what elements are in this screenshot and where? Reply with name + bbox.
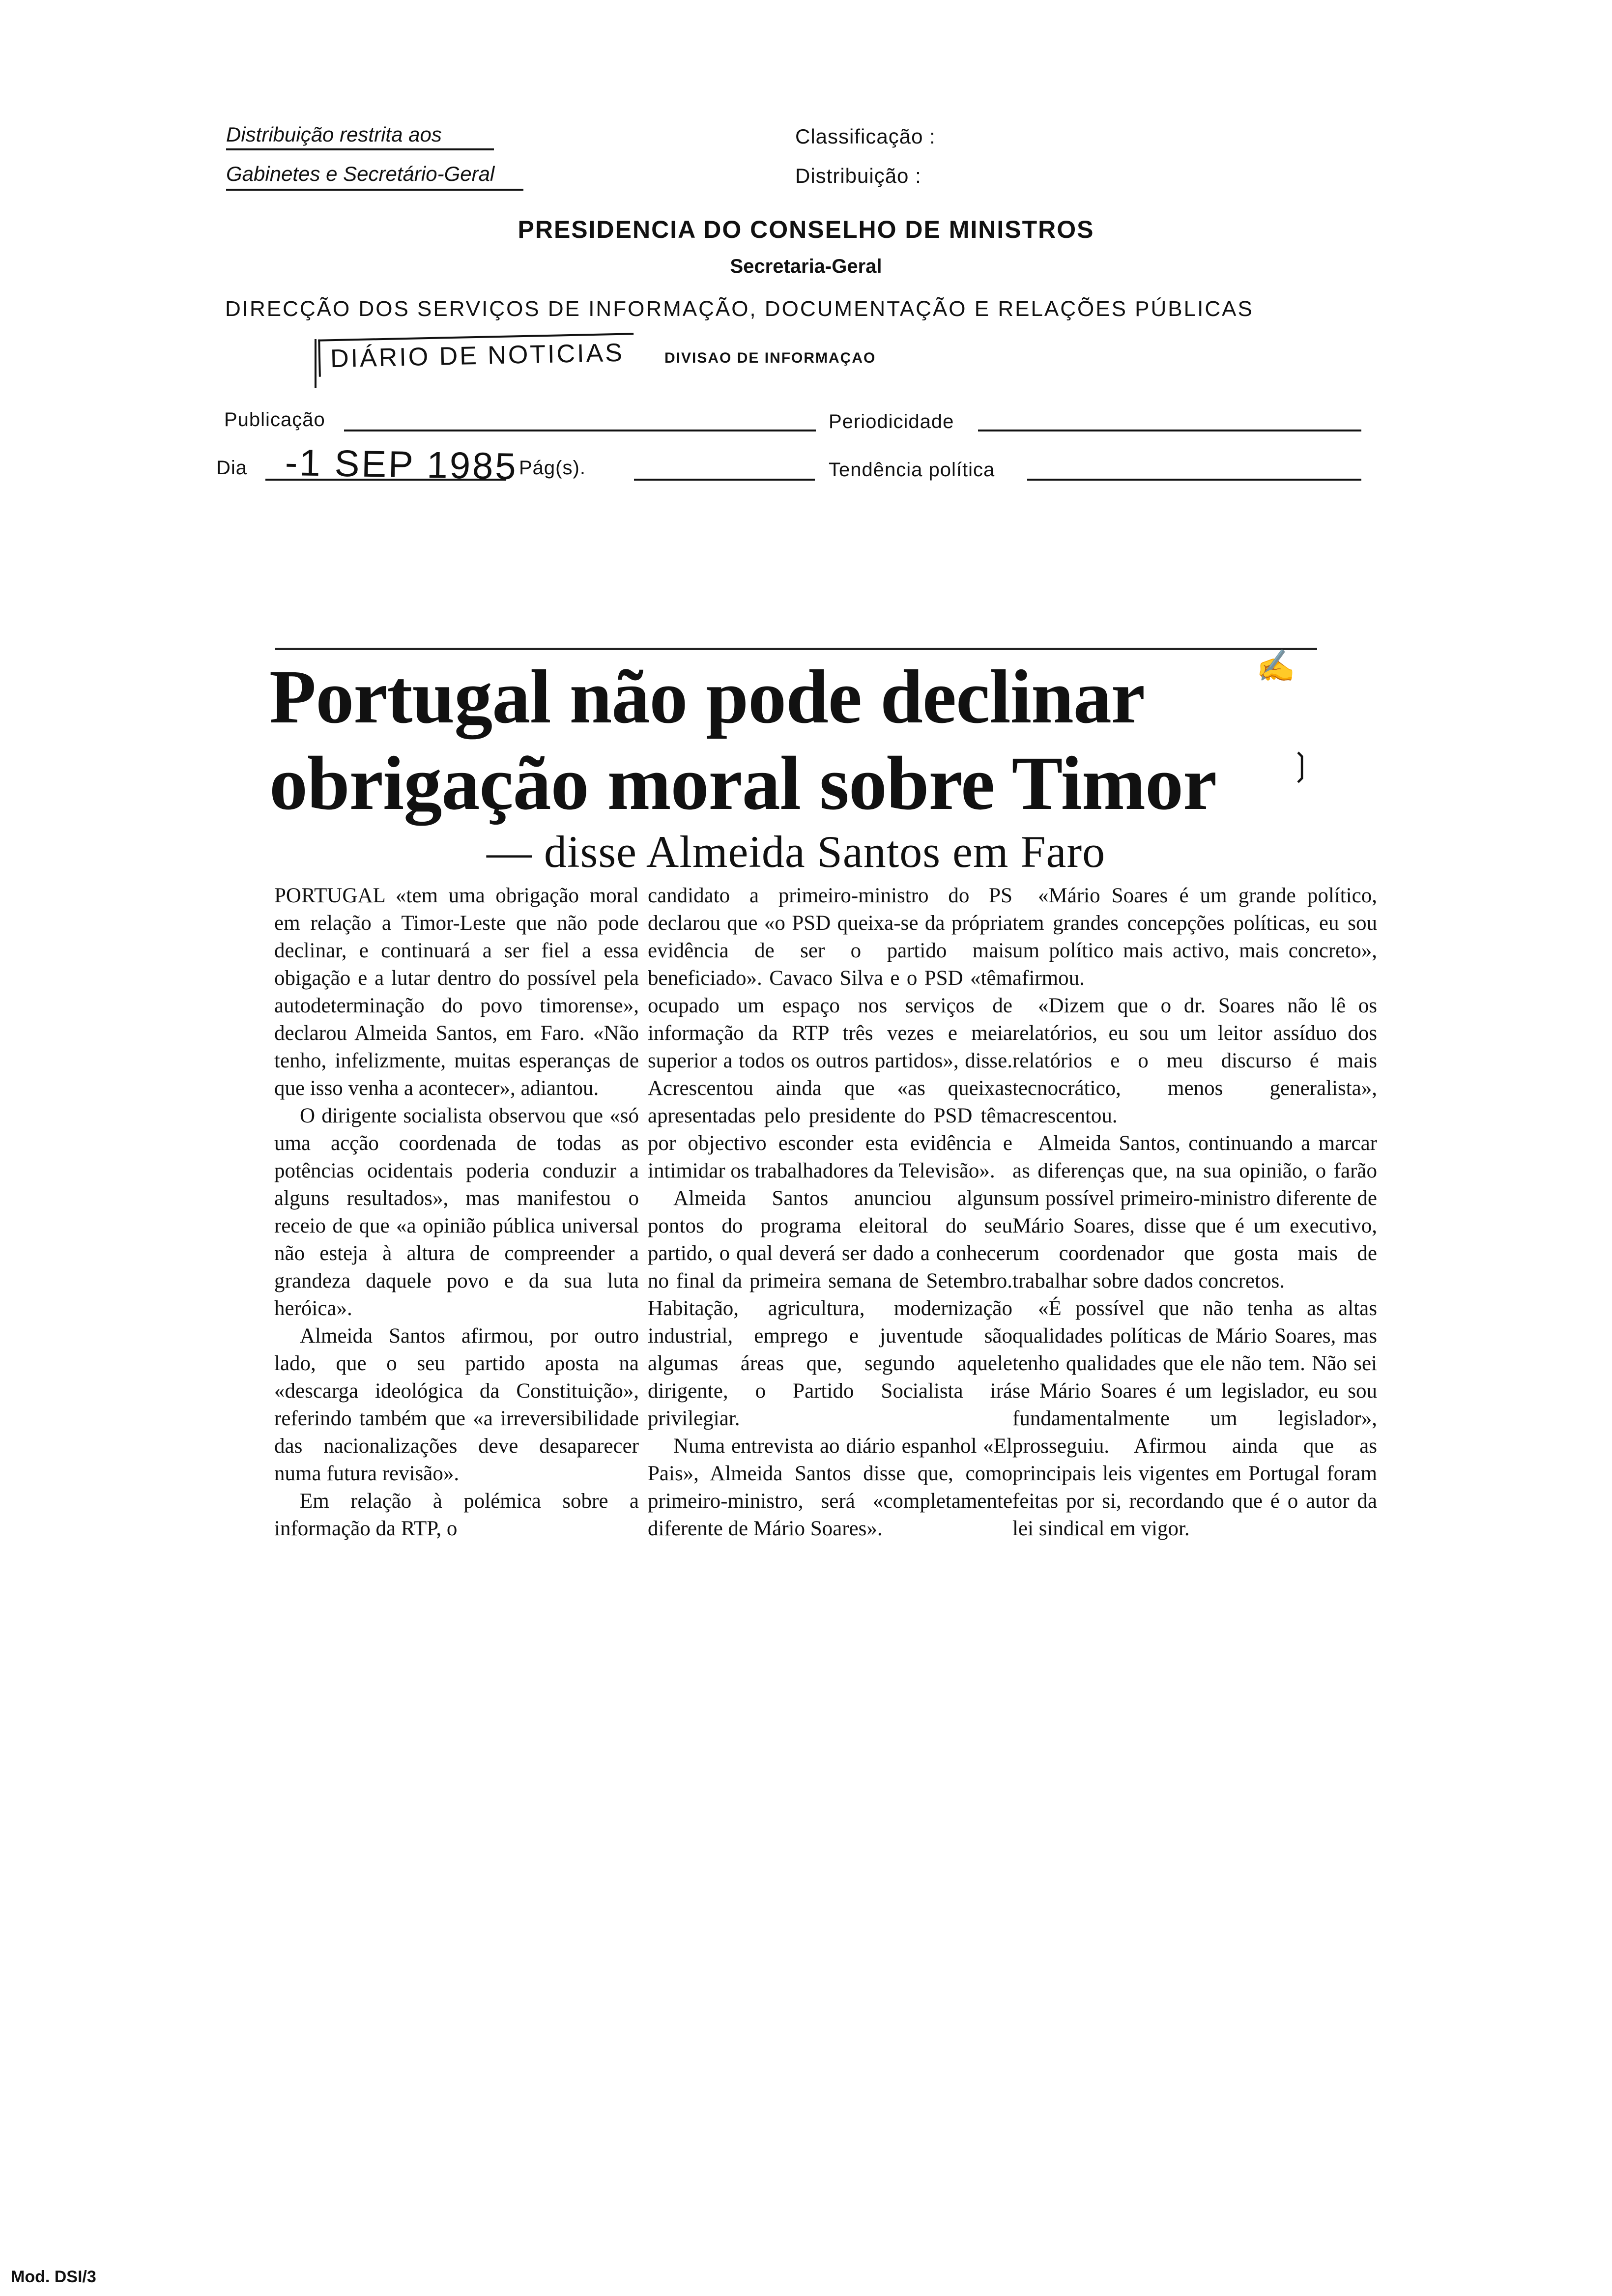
pages-field-line [634,479,815,481]
directorate-title: DIRECÇÃO DOS SERVIÇOS DE INFORMAÇÃO, DOCUMENTAÇÃO E RELAÇÕES PÚBLICAS [225,297,1254,321]
restricted-underline-1 [226,148,494,150]
pages-label: Pág(s). [519,457,586,479]
handwritten-mark-2: ❳ [1288,747,1314,783]
restricted-distribution-line1: Distribuição restrita aos [226,123,442,146]
presidency-title: PRESIDENCIA DO CONSELHO DE MINISTROS [518,216,1094,243]
headline-line2: obrigação moral sobre Timor [269,741,1217,826]
column3-paragraph-4: «É possível que não tenha as altas qualidades políticas de Mário Soares, mas tenho qualidades que ele não tem. Não sei se Mário Soares é um legislador, eu sou fundamentalmente um legislador», prosseguiu. Afirmou ainda que as principais leis vigentes em Portugal foram feitas por si, recordando que é o autor da lei sindical em vigor. [1012,1297,1377,1540]
column2-paragraph-2: Almeida Santos anunciou alguns pontos do programa eleitoral do seu partido, o qual deverá ser dado a conhecer no final da primeira semana de Setembro. Habitação, agricultura, modernização industrial, emprego e juventude são algumas áreas que, segundo aquele dirigente, o Partido Socialista irá privilegiar. [648,1187,1012,1430]
political-trend-field-line [1027,479,1361,481]
periodicity-label: Periodicidade [829,411,954,432]
date-stamp: -1 SEP 1985 [285,441,518,488]
secretariat-title: Secretaria-Geral [730,256,882,277]
subheadline: — disse Almeida Santos em Faro [487,827,1106,877]
distribution-label: Distribuição : [795,164,921,187]
column2-paragraph-1: candidato a primeiro-ministro do PS declarou que «o PSD queixa-se da própria evidência de ser o partido mais beneficiado». Cavaco Silva e o PSD «têm ocupado um espaço nos serviços de informação da RTP três vezes e meia superior a todos os outros partidos», disse. Acrescentou ainda que «as queixas apresentadas pelo presidente do PSD têm por objectivo esconder esta evidência e intimidar os trabalhadores da Televisão». [648,884,1012,1182]
restricted-distribution-line2: Gabinetes e Secretário-Geral [226,162,495,185]
headline-top-rule [275,648,1317,650]
column2-paragraph-3: Numa entrevista ao diário espanhol «El Pais», Almeida Santos disse que, como primeiro-ministro, será «completamente diferente de Mário Soares». [648,1435,1012,1540]
article-column-2 [648,882,1012,1543]
publication-label: Publicação [224,409,325,430]
political-trend-label: Tendência política [829,459,995,481]
column1-paragraph-1: PORTUGAL «tem uma obrigação moral em relação a Timor-Leste que não pode declinar, e continuará a ser fiel a essa obigação e a lutar dentro do possível pela autodeterminação do povo timorense», declarou Almeida Santos, em Faro. «Não tenho, infelizmente, muitas esperanças de que isso venha a acontecer», adiantou. [274,884,639,1100]
division-label: DIVISAO DE INFORMAÇAO [664,350,876,366]
periodicity-field-line [978,430,1361,431]
column1-paragraph-2: O dirigente socialista observou que «só uma acção coordenada de todas as potências ocidentais poderia conduzir a alguns resultados», mas manifestou o receio de que «a opinião pública universal não esteja à altura de compreender a grandeza daquele povo e da sua luta heróica». [274,1104,639,1320]
stamp-bracket [315,339,317,388]
column1-paragraph-3: Almeida Santos afirmou, por outro lado, que o seu partido aposta na «descarga ideológica da Constituição», referindo também que «a irreversibilidade das nacionalizações deve desaparecer numa futura revisão». [274,1324,639,1485]
column3-paragraph-2: «Dizem que o dr. Soares não lê os relatórios, eu sou um leitor assíduo dos relatórios e o meu discurso é mais tecnocrático, menos generalista», acrescentou. [1012,994,1377,1127]
headline-line1: Portugal não pode declinar [269,654,1145,739]
column3-paragraph-3: Almeida Santos, continuando a marcar as diferenças que, na sua opinião, o farão um possível primeiro-ministro diferente de Mário Soares, disse que é um executivo, um coordenador que gosta mais de trabalhar sobre dados concretos. [1012,1132,1377,1292]
handwritten-mark-1: ✍ [1256,648,1295,685]
column1-paragraph-4: Em relação à polémica sobre a informação da RTP, o [274,1490,639,1540]
article-column-1 [274,882,639,1543]
column3-paragraph-1: «Mário Soares é um grande político, tem grandes concepções políticas, eu sou um político mais activo, mais concreto», afirmou. [1012,884,1377,990]
publication-field-line [344,430,816,431]
article-column-3 [1012,882,1377,1543]
day-label: Dia [216,457,248,479]
newspaper-stamp: DIÁRIO DE NOTICIAS [318,333,634,376]
form-code: Mod. DSI/3 [11,2267,96,2286]
classification-label: Classificação : [795,125,936,148]
restricted-underline-2 [226,189,523,191]
